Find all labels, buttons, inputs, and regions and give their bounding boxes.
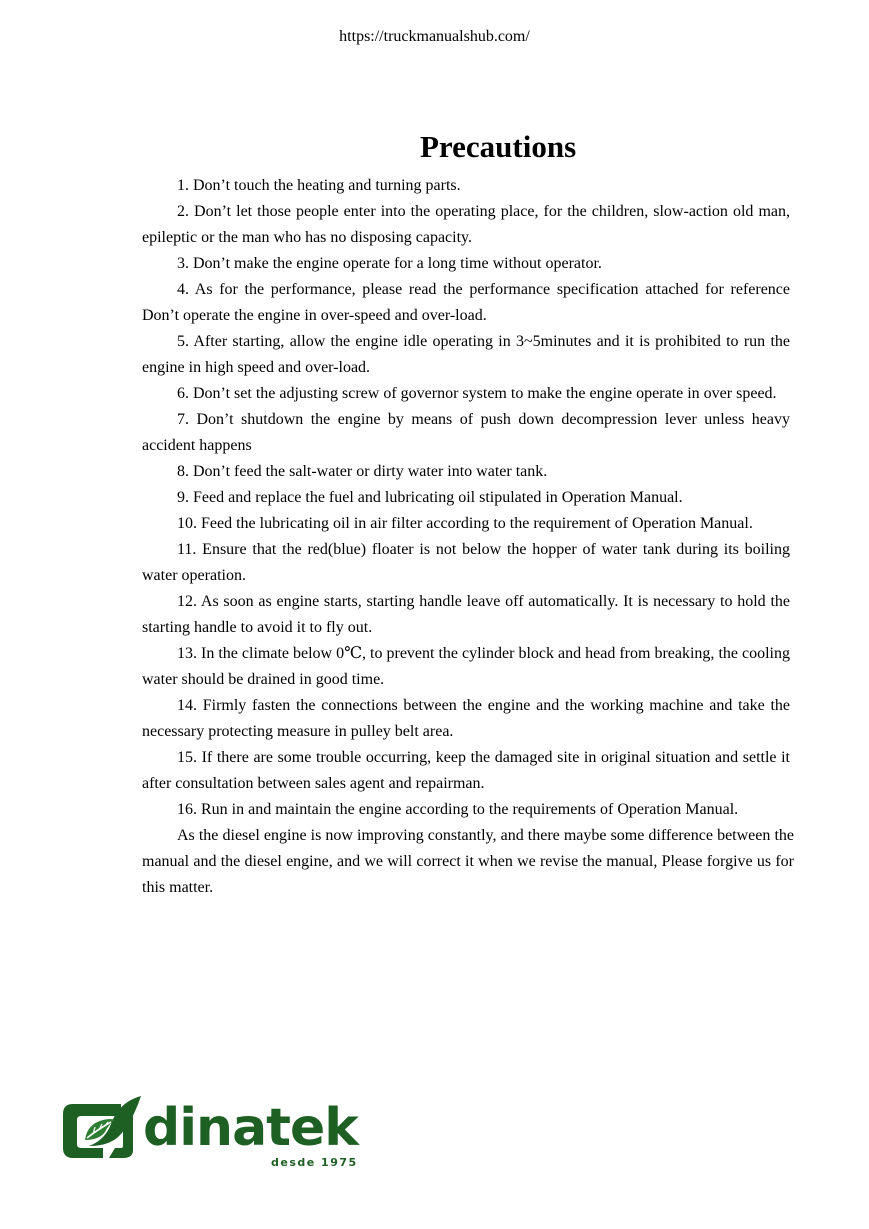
page-url: https://truckmanualshub.com/ — [339, 28, 530, 45]
precaution-item: 4. As for the performance, please read the performance specification attached for reference Don’t operate the engine in over-speed and over-load. — [142, 281, 790, 324]
precaution-item: 6. Don’t set the adjusting screw of governor system to make the engine operate in over speed. — [177, 385, 777, 402]
precaution-item: 11. Ensure that the red(blue) floater is not below the hopper of water tank during its boiling water operation. — [142, 541, 790, 584]
precaution-item: 5. After starting, allow the engine idle operating in 3~5minutes and it is prohibited to run the engine in high speed and over-load. — [142, 333, 790, 376]
precaution-item: 1. Don’t touch the heating and turning parts. — [177, 177, 461, 194]
precaution-item: 3. Don’t make the engine operate for a long time without operator. — [177, 255, 602, 272]
logo-wordmark: dinatek — [143, 1098, 358, 1158]
precautions-list — [142, 173, 794, 901]
precaution-item: 14. Firmly fasten the connections between the engine and the working machine and take the necessary protecting measure in pulley belt area. — [142, 697, 790, 740]
precaution-item: 12. As soon as engine starts, starting handle leave off automatically. It is necessary to hold the starting handle to avoid it to fly out. — [142, 593, 790, 636]
precaution-item: 13. In the climate below 0℃, to prevent the cylinder block and head from breaking, the cooling water should be drained in good time. — [142, 645, 790, 688]
leaf-logo-icon — [59, 1094, 143, 1160]
dinatek-logo — [59, 1094, 369, 1174]
precaution-item: 10. Feed the lubricating oil in air filter according to the requirement of Operation Manual. — [177, 515, 753, 532]
precaution-item: 9. Feed and replace the fuel and lubricating oil stipulated in Operation Manual. — [177, 489, 683, 506]
page-title: Precautions — [420, 129, 577, 164]
precaution-item: 8. Don’t feed the salt-water or dirty water into water tank. — [177, 463, 548, 480]
logo-tagline: desde 1975 — [271, 1156, 358, 1169]
closing-note: As the diesel engine is now improving constantly, and there maybe some difference between the manual and the diesel engine, and we will correct it when we revise the manual, Please forgive us for this matter. — [142, 827, 794, 896]
precaution-item: 2. Don’t let those people enter into the operating place, for the children, slow-action old man, epileptic or the man who has no disposing capacity. — [142, 203, 790, 246]
precaution-item: 16. Run in and maintain the engine according to the requirements of Operation Manual. — [177, 801, 739, 818]
precaution-item: 7. Don’t shutdown the engine by means of push down decompression lever unless heavy accident happens — [142, 411, 790, 454]
precaution-item: 15. If there are some trouble occurring, keep the damaged site in original situation and settle it after consultation between sales agent and repairman. — [142, 749, 790, 792]
